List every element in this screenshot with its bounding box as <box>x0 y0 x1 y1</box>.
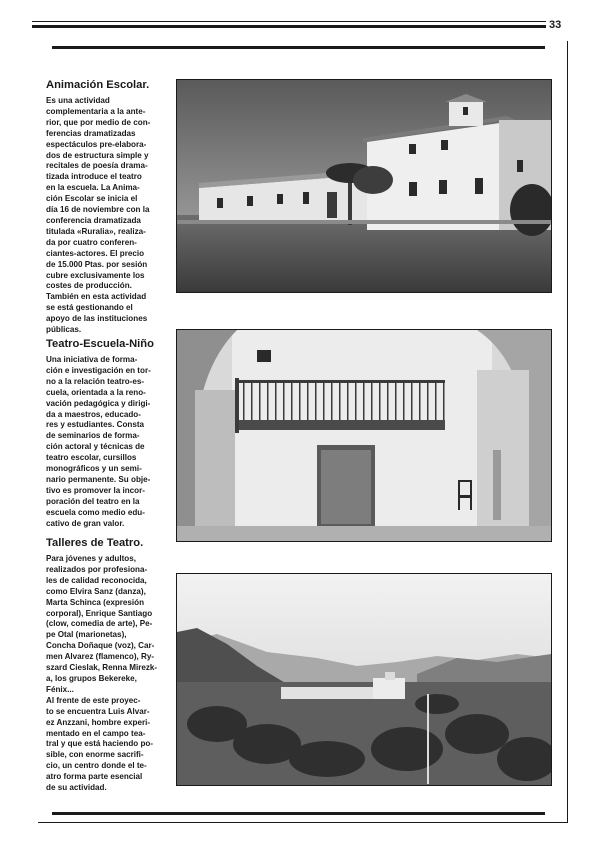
inner-top-rule <box>52 46 545 49</box>
top-thin-rule <box>32 21 546 22</box>
section-body-teatro-escuela-nino: Una iniciativa de forma- ción e investigación en tor- no a la relación teatro-es- cuela, orientada a la reno- vación pedagógica y dirigi- da a maestros, educado- res y estudiantes. Consta de seminarios de forma- ción actoral y técnicas de teatro escolar, cursillos monográficos y un semi- nario permanente. Su obje- tivo es promover la incor- poración del teatro en la escuela como medio edu- cativo de gran valor. <box>46 355 151 528</box>
section-heading-animacion-escolar: Animación Escolar. <box>46 79 150 91</box>
section-heading-talleres-de-teatro: Talleres de Teatro. <box>46 537 144 549</box>
frame-bottom-line <box>38 822 568 823</box>
photo-farmhouse <box>176 79 552 293</box>
section-heading-teatro-escuela-nino: Teatro-Escuela-Niño <box>46 338 154 350</box>
page-number: 33 <box>549 19 562 31</box>
frame-right-line <box>567 41 568 823</box>
photo-courtyard-balcony <box>176 329 552 542</box>
section-body-talleres-de-teatro: Para jóvenes y adultos, realizados por profesiona- les de calidad reconocida, como Elvira Sanz (danza), Marta Schinca (expresión corporal), Enrique Santiago (clow, comedia de arte), Pe- pe Otal (marionetas), Concha Doñaque (voz), Car- men Alvarez (flamenco), Ry- szard Cieslak, Renna Mirezk- a, los grupos Bekereke, Fénix... Al frente de este proyec- to se encuentra Luis Alvar- ez Anzzani, hombre experi- mentado en el campo tea- tral y que está haciendo po- sible, con enorme sacrifi- cio, un centro donde el te- atro forma parte esencial de su actividad. <box>46 554 158 793</box>
top-thick-rule <box>32 25 546 28</box>
inner-bottom-rule <box>52 812 545 815</box>
photo-landscape <box>176 573 552 786</box>
section-body-animacion-escolar: Es una actividad complementaria a la ante- rior, que por medio de con- ferencias dramatizadas espectáculos pre-elabora- dos de estructura simple y recitales de poesía drama- tizada introduce el teatro en la escuela. La Anima- ción Escolar se inicia el día 16 de noviembre con la conferencia dramatizada titulada «Ruralia», realiza- da por cuatro conferen- ciantes-actores. El precio de 15.000 Ptas. por sesión cubre exclusivamente los costes de producción. También en esta actividad se está gestionando el apoyo de las instituciones públicas. <box>46 96 151 335</box>
